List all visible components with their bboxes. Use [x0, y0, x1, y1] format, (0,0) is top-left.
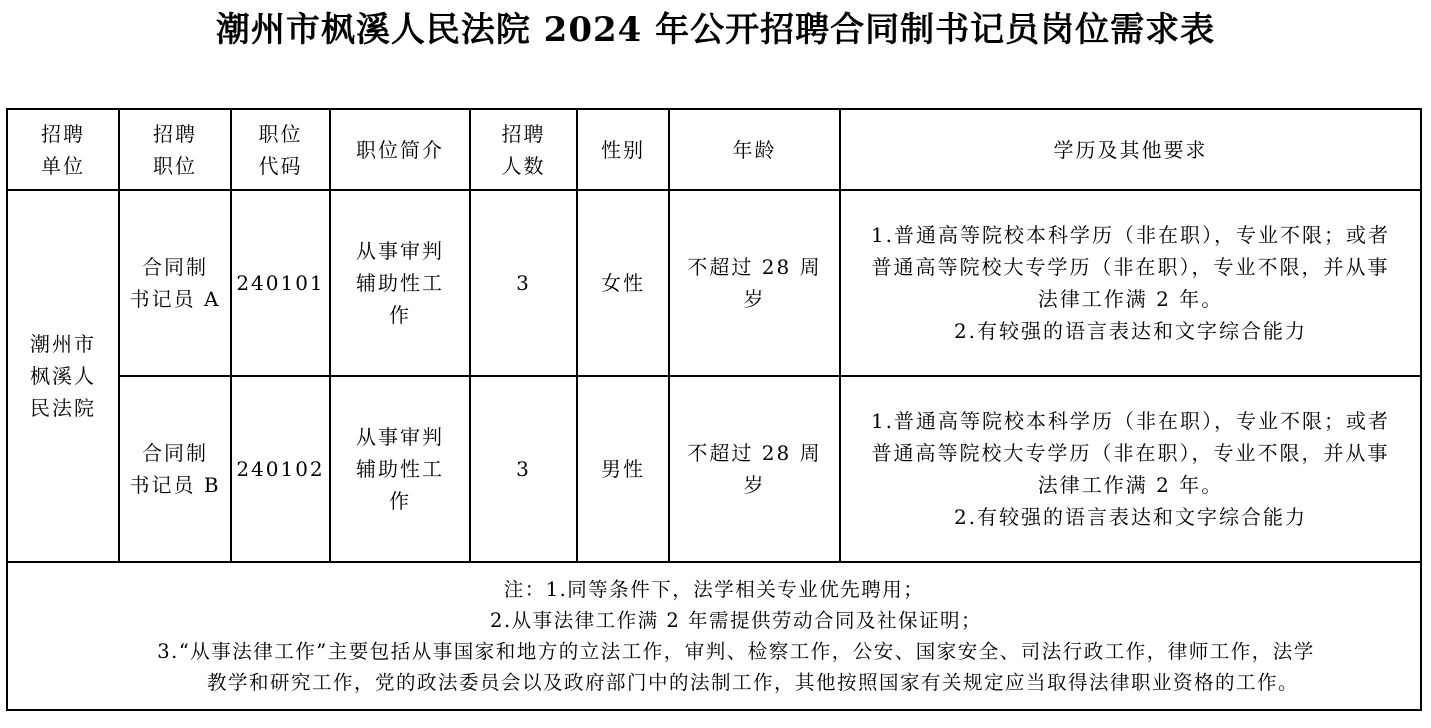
header-gender: 性别 [577, 109, 669, 190]
note-line-1: 注：1.同等条件下，法学相关专业优先聘用； [503, 578, 925, 601]
header-age: 年龄 [669, 109, 840, 190]
intro-cell: 从事审判 辅助性工 作 [330, 190, 470, 376]
count-cell: 3 [470, 190, 577, 376]
requirements-cell: 1.普通高等院校本科学历（非在职），专业不限；或者 普通高等院校大专学历（非在职），专业不限，并从事 法律工作满 2 年。 2.有较强的语言表达和文字综合能力 [840, 376, 1421, 562]
gender-cell: 女性 [577, 190, 669, 376]
count-cell: 3 [470, 376, 577, 562]
unit-cell: 潮州市 枫溪人 民法院 [7, 190, 119, 562]
header-requirements: 学历及其他要求 [840, 109, 1421, 190]
note-line-2: 2.从事法律工作满 2 年需提供劳动合同及社保证明； [490, 609, 982, 632]
header-intro: 职位简介 [330, 109, 470, 190]
position-cell: 合同制 书记员 A [119, 190, 231, 376]
gender-cell: 男性 [577, 376, 669, 562]
note-line-3: 3.“从事法律工作”主要包括从事国家和地方的立法工作，审判、检察工作，公安、国家安全、司法行政工作，律师工作，法学 [157, 640, 1315, 663]
requirements-table [6, 108, 1422, 711]
code-cell: 240101 [231, 190, 330, 376]
notes-row [7, 562, 1421, 710]
header-count: 招聘 人数 [470, 109, 577, 190]
position-cell: 合同制 书记员 B [119, 376, 231, 562]
requirements-cell: 1.普通高等院校本科学历（非在职），专业不限；或者 普通高等院校大专学历（非在职），专业不限，并从事 法律工作满 2 年。 2.有较强的语言表达和文字综合能力 [840, 190, 1421, 376]
notes-cell [7, 562, 1421, 710]
age-cell: 不超过 28 周 岁 [669, 190, 840, 376]
intro-cell: 从事审判 辅助性工 作 [330, 376, 470, 562]
code-cell: 240102 [231, 376, 330, 562]
page-title: 潮州市枫溪人民法院 2024 年公开招聘合同制书记员岗位需求表 [215, 10, 1216, 50]
header-code: 职位 代码 [231, 109, 330, 190]
table-row [7, 190, 1421, 376]
table-row [7, 376, 1421, 562]
age-cell: 不超过 28 周 岁 [669, 376, 840, 562]
header-position: 招聘 职位 [119, 109, 231, 190]
header-row [7, 109, 1421, 190]
note-line-4: 教学和研究工作，党的政法委员会以及政府部门中的法制工作，其他按照国家有关规定应当取得法律职业资格的工作。 [206, 671, 1299, 694]
header-unit: 招聘 单位 [7, 109, 119, 190]
